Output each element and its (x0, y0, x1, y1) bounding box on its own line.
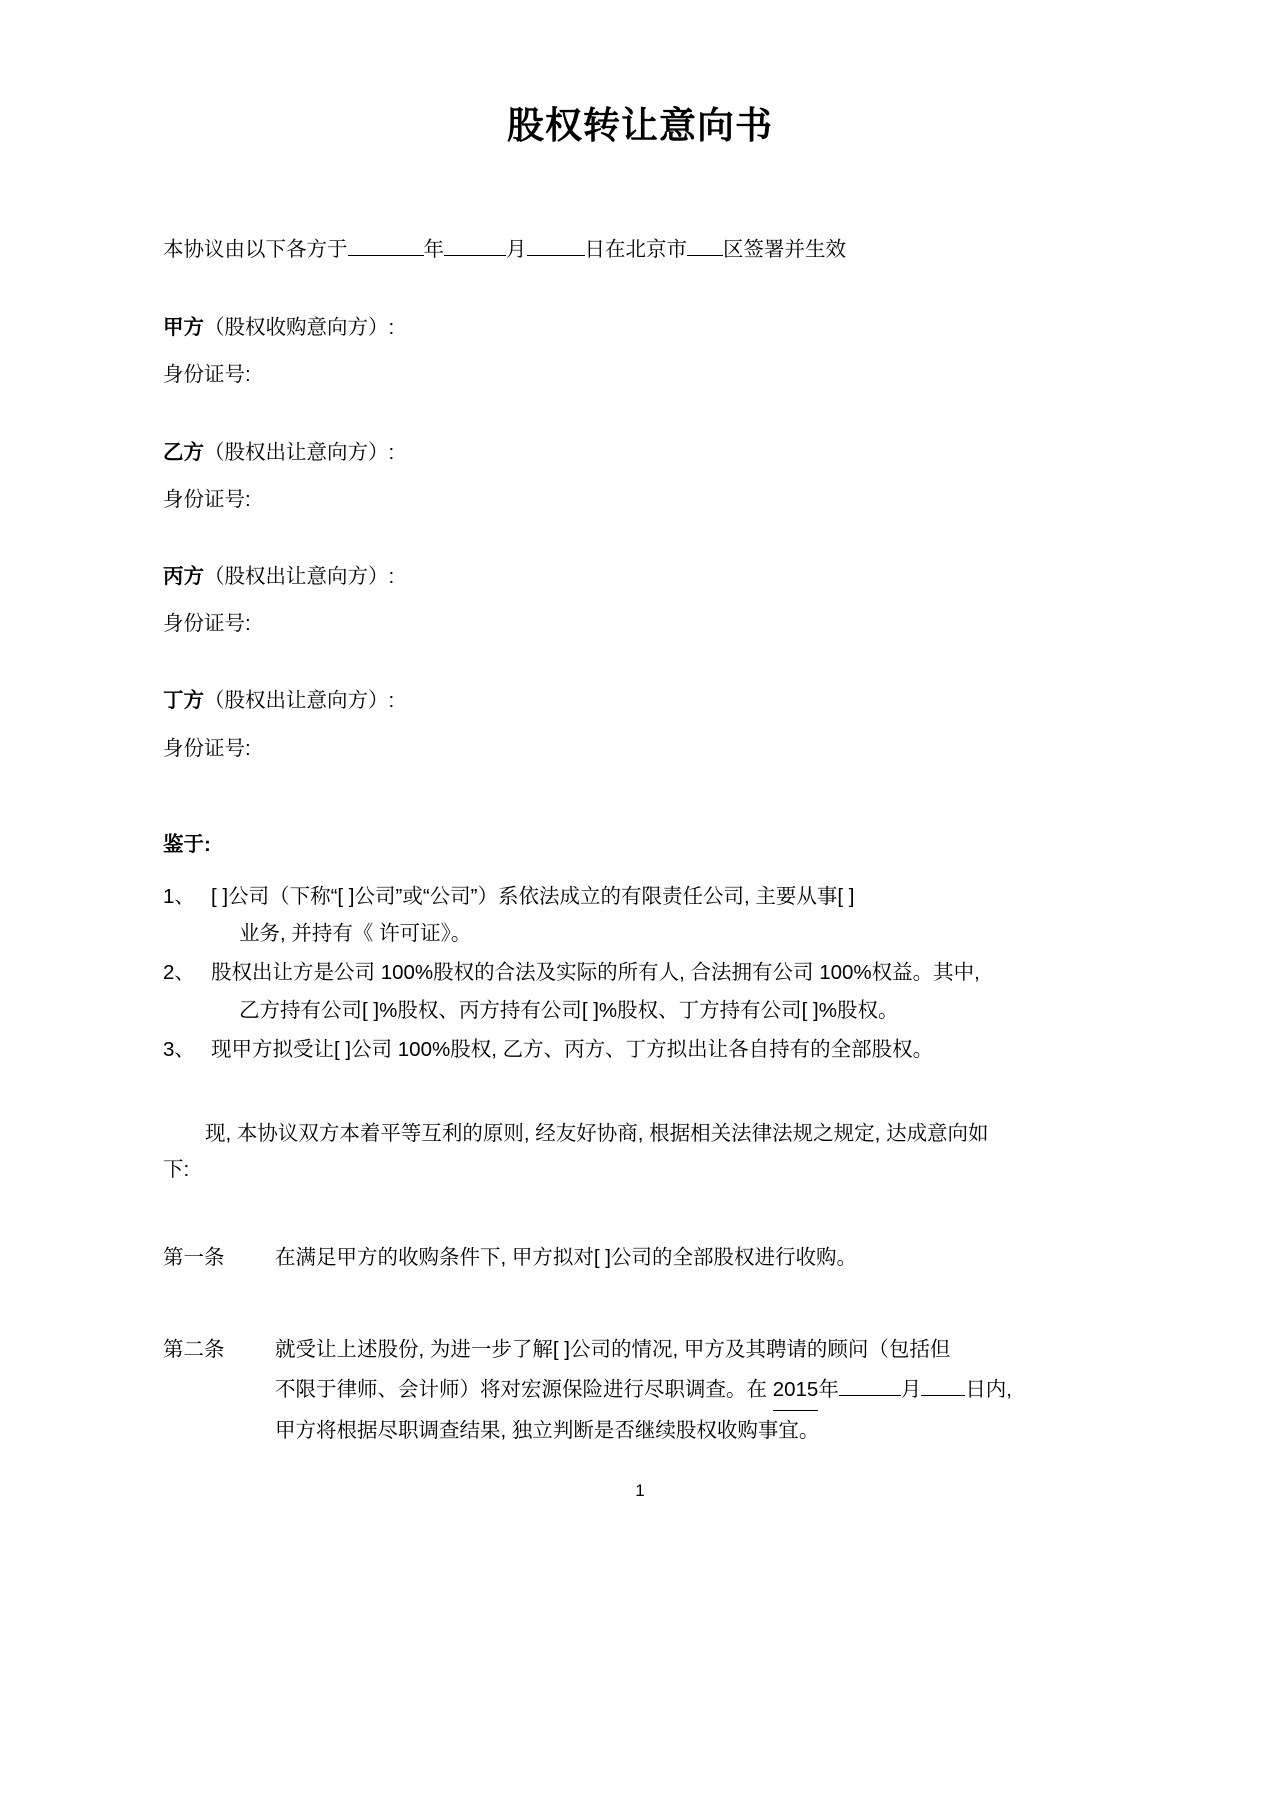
intro-suffix: 区签署并生效 (723, 238, 846, 262)
party-id-label: 身份证号: (163, 363, 251, 387)
intro-year-label: 年 (423, 238, 444, 262)
article-two-line3: 甲方将根据尽职调查结果, 独立判断是否继续股权收购事宜。 (275, 1418, 820, 1442)
article-two-month-blank (839, 1395, 901, 1396)
party-heading (163, 560, 1117, 593)
party-name-label: 甲方 (163, 316, 204, 340)
article-two-line1: 就受让上述股份, 为进一步了解[ ]公司的情况, 甲方及其聘请的顾问（包括但 (275, 1337, 951, 1361)
whereas-item-number: 1、 (163, 884, 195, 908)
article-two-day-blank (921, 1395, 965, 1396)
party-id-label: 身份证号: (163, 612, 251, 636)
agreement-preamble-line2: 下: (163, 1158, 190, 1182)
intro-district-blank (687, 255, 723, 256)
agreement-preamble (163, 1114, 1117, 1154)
whereas-item (163, 954, 1117, 1029)
intro-day-label: 日在北京市 (584, 238, 687, 262)
article-one-line1: 在满足甲方的收购条件下, 甲方拟对[ ]公司的全部股权进行收购。 (275, 1245, 857, 1269)
party-role-label: （股权收购意向方）: (204, 316, 395, 340)
intro-month-blank (444, 255, 506, 256)
whereas-item-body (211, 1031, 1117, 1068)
agreement-preamble-line1: 现, 本协议双方本着平等互利的原则, 经友好协商, 根据相关法律法规之规定, 达成意向如 (205, 1122, 989, 1146)
article-two-year-value: 2015 (773, 1370, 819, 1411)
party-name-label: 丁方 (163, 689, 204, 713)
page-number: 1 (635, 1481, 645, 1500)
article-two-line2 (275, 1370, 1117, 1411)
party-heading (163, 684, 1117, 717)
whereas-item (163, 878, 1117, 953)
whereas-item-line2: 业务, 并持有《 许可证》。 (239, 921, 472, 945)
party-role-label: （股权出让意向方）: (204, 689, 395, 713)
whereas-item-number: 2、 (163, 961, 195, 985)
party-name-label: 丙方 (163, 565, 204, 588)
party-name-label: 乙方 (163, 440, 204, 464)
article-one-body (275, 1238, 1117, 1278)
whereas-heading: 鉴于: (163, 832, 211, 856)
party-heading (163, 311, 1117, 344)
party-block-jiafang (163, 311, 1117, 391)
article-two (163, 1330, 1117, 1451)
party-role-label: （股权出让意向方）: (204, 440, 395, 464)
whereas-item-line2: 乙方持有公司[ ]%股权、丙方持有公司[ ]%股权、丁方持有公司[ ]%股权。 (239, 998, 899, 1022)
article-two-day-label: 日内, (965, 1377, 1013, 1401)
intro-day-blank (527, 255, 585, 256)
party-heading (163, 436, 1117, 469)
party-block-bingfang (163, 560, 1117, 640)
whereas-list (163, 878, 1117, 1068)
intro-paragraph (163, 234, 1117, 267)
article-two-body (275, 1330, 1117, 1451)
whereas-item-body (211, 954, 1117, 1029)
article-one-label: 第一条 (163, 1245, 225, 1269)
article-two-label: 第二条 (163, 1337, 225, 1361)
article-two-year-label: 年 (818, 1377, 839, 1401)
whereas-item-line1: [ ]公司（下称“[ ]公司”或“公司”）系依法成立的有限责任公司, 主要从事[ ] (211, 884, 855, 908)
page-title: 股权转让意向书 (507, 105, 773, 146)
party-id-label: 身份证号: (163, 487, 251, 511)
document-content (163, 0, 1117, 1451)
article-one (163, 1238, 1117, 1278)
party-block-yifang (163, 436, 1117, 516)
whereas-item-line1: 股权出让方是公司 100%股权的合法及实际的所有人, 合法拥有公司 100%权益。其中, (211, 961, 980, 985)
whereas-item-line1: 现甲方拟受让[ ]公司 100%股权, 乙方、丙方、丁方拟出让各自持有的全部股权。 (211, 1037, 934, 1061)
intro-year-blank (348, 255, 424, 256)
article-two-month-label: 月 (900, 1377, 922, 1401)
intro-month-label: 月 (506, 238, 527, 262)
intro-prefix: 本协议由以下各方于 (163, 238, 348, 262)
whereas-item-body (211, 878, 1117, 953)
whereas-item-number: 3、 (163, 1037, 195, 1061)
party-role-label: （股权出让意向方）: (204, 565, 395, 588)
party-block-dingfang (163, 684, 1117, 764)
whereas-item (163, 1031, 1117, 1068)
article-two-line2-prefix: 不限于律师、会计师）将对宏源保险进行尽职调查。在 (275, 1377, 773, 1401)
party-id-label: 身份证号: (163, 736, 251, 760)
